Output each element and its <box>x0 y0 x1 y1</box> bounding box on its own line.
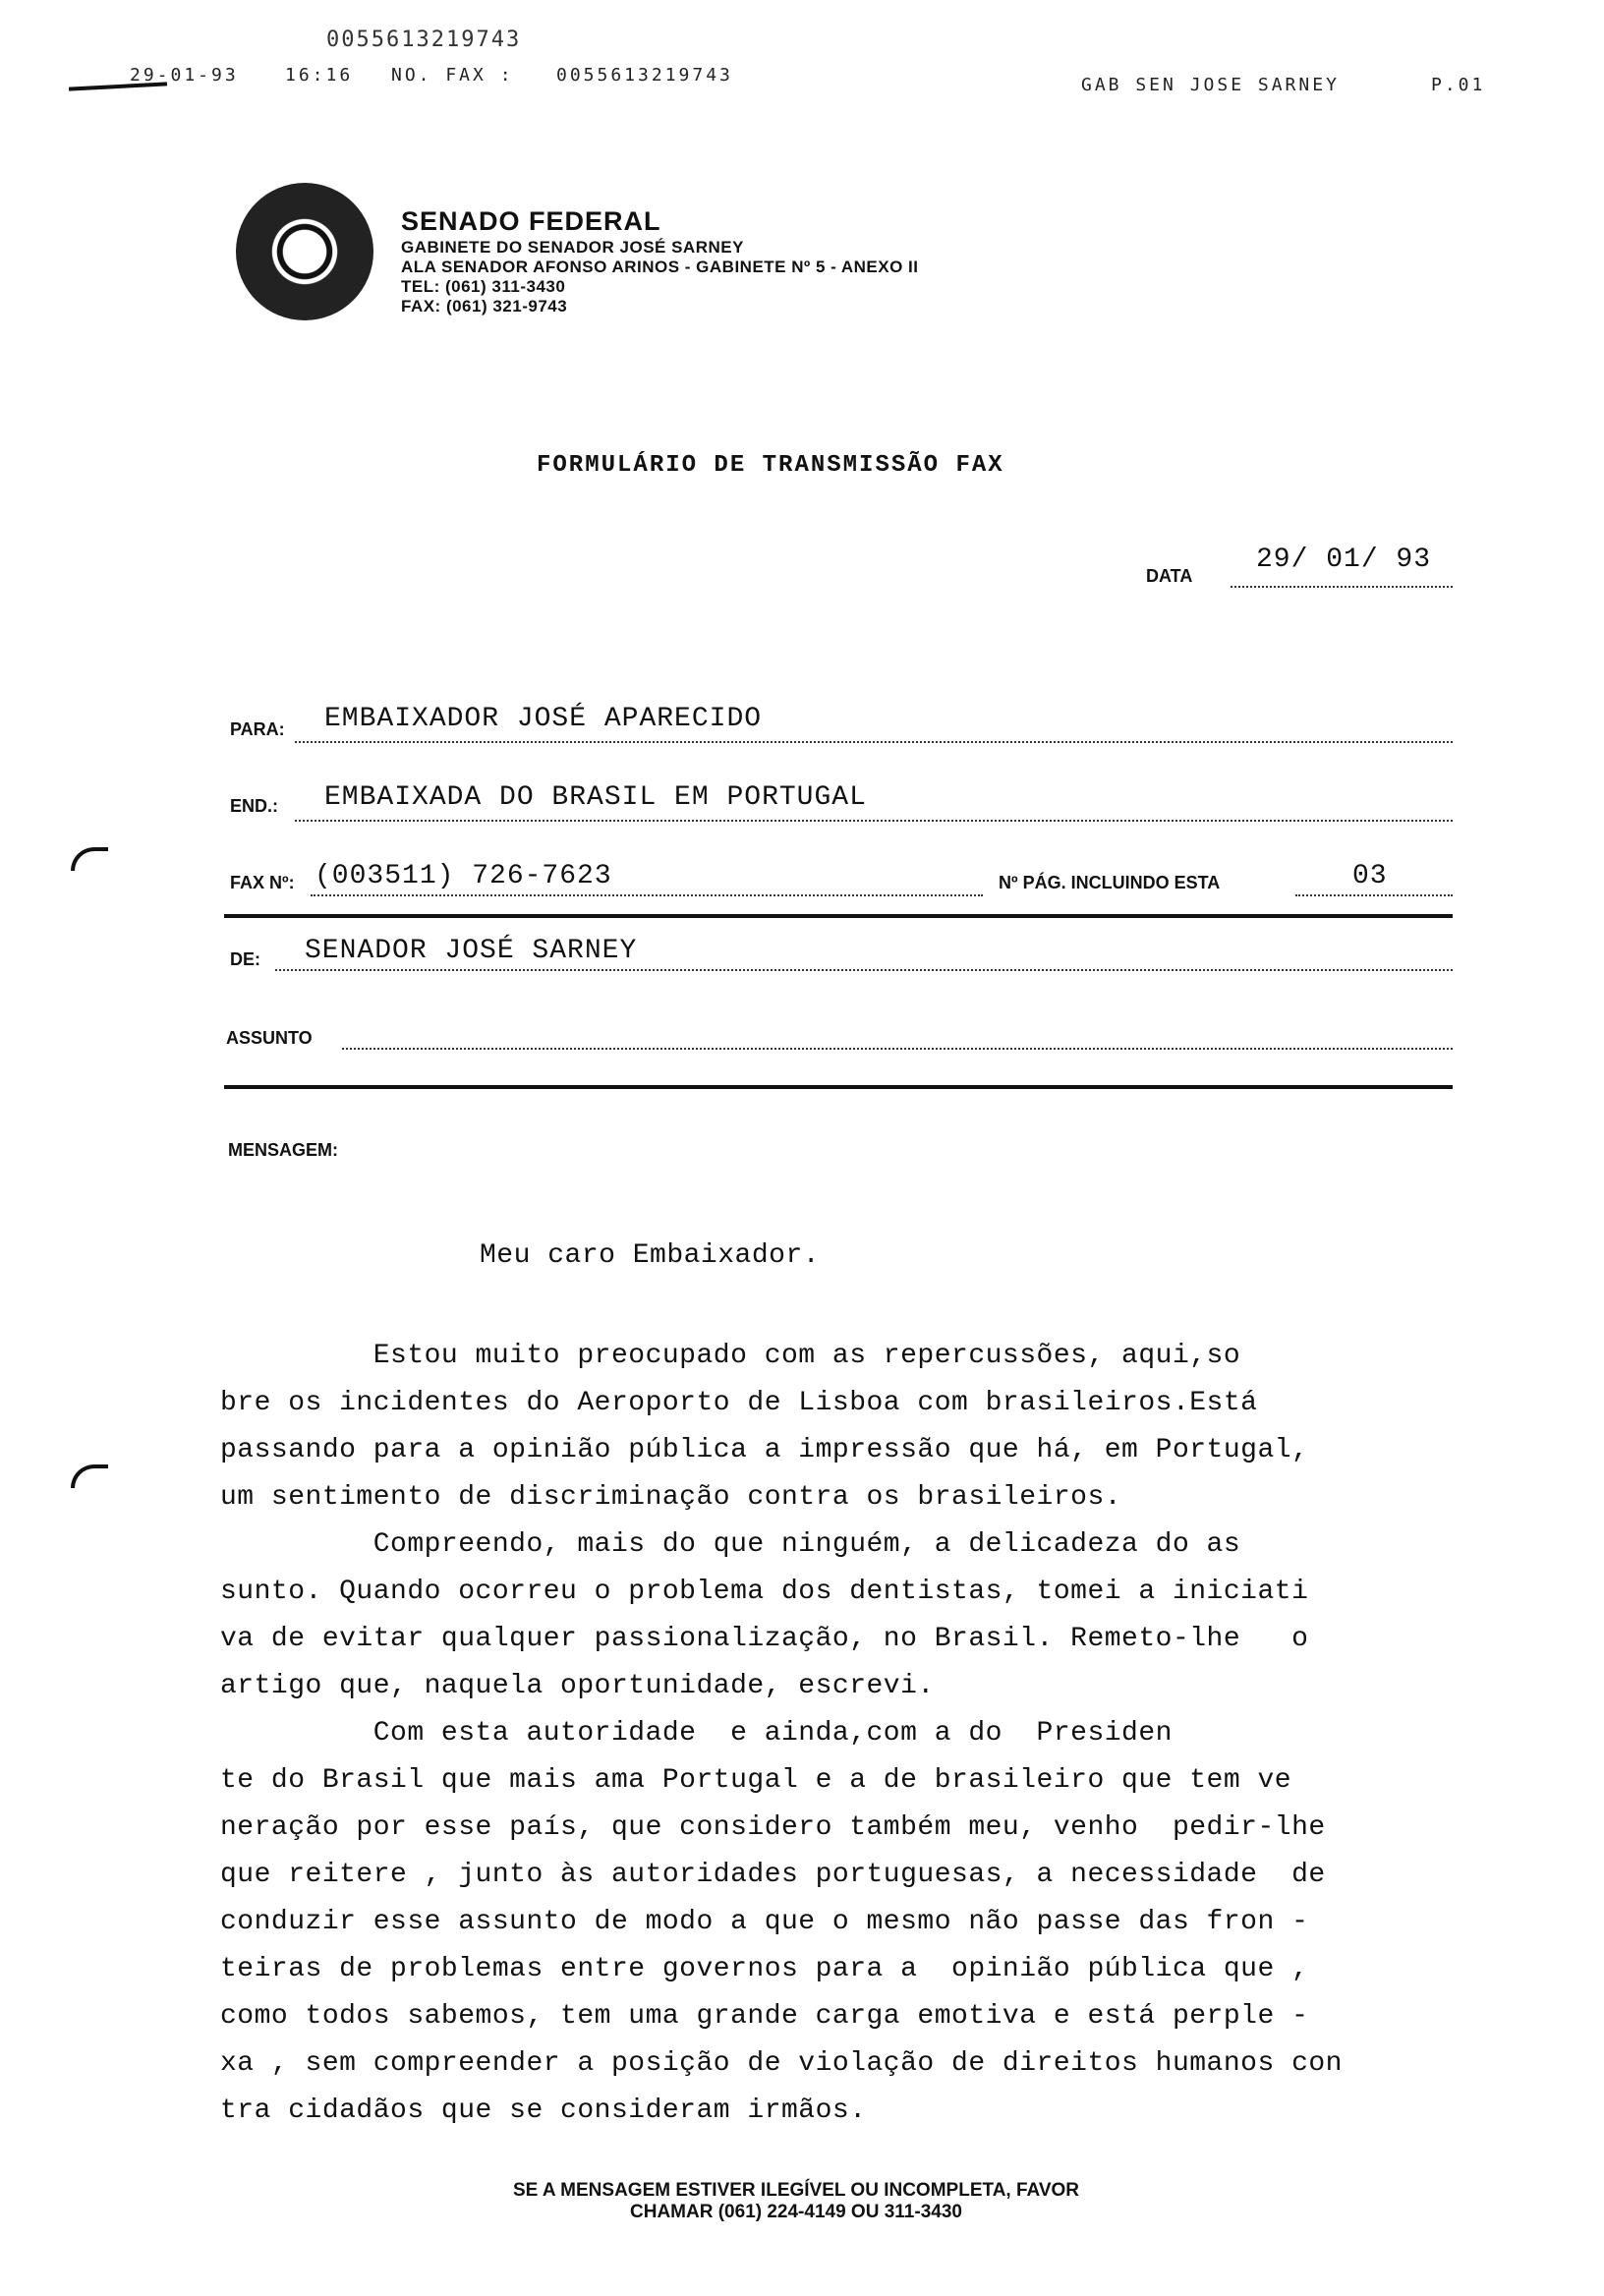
date-label: DATA <box>1146 566 1193 586</box>
margin-mark <box>71 847 108 871</box>
pages-label: Nº PÁG. INCLUINDO ESTA <box>999 873 1221 892</box>
subject-label: ASSUNTO <box>226 1028 313 1048</box>
fax-sender-id: GAB SEN JOSE SARNEY <box>1081 75 1340 95</box>
fax-no-label: NO. FAX : <box>391 65 514 86</box>
letterhead-institution: SENADO FEDERAL <box>401 206 661 236</box>
to-label: PARA: <box>230 719 285 739</box>
pages-line <box>1295 894 1453 896</box>
subject-line <box>342 1048 1453 1050</box>
letterhead-phone: TEL: (061) 311-3430 <box>401 277 566 296</box>
message-line: va de evitar qualquer passionalização, no Brasil. Remeto-lhe o <box>220 1624 1309 1654</box>
message-line: artigo que, naquela oportunidade, escrevi. <box>220 1671 935 1701</box>
address-line <box>295 820 1453 822</box>
message-salutation: Meu caro Embaixador. <box>480 1240 821 1271</box>
from-value: SENADOR JOSÉ SARNEY <box>305 936 638 966</box>
star-icon: ★ <box>287 229 322 273</box>
fax-time: 16:16 <box>285 65 354 86</box>
margin-mark <box>71 1464 108 1488</box>
fax-page-number: P.01 <box>1431 75 1486 95</box>
message-line: tra cidadãos que se consideram irmãos. <box>220 2095 867 2126</box>
footer-line: SE A MENSAGEM ESTIVER ILEGÍVEL OU INCOMPLETA, FAVOR <box>512 2180 1080 2201</box>
brazil-coat-of-arms-logo <box>236 183 373 320</box>
message-body <box>220 1333 1343 2135</box>
fax-date: 29-01-93 <box>130 65 239 86</box>
message-line: xa , sem compreender a posição de violação de direitos humanos con <box>220 2048 1343 2079</box>
message-line: um sentimento de discriminação contra os brasileiros. <box>220 1482 1122 1513</box>
footer-notice <box>295 2180 1297 2223</box>
fax-number-line <box>311 894 983 896</box>
message-line: teiras de problemas entre governos para a opinião pública que , <box>220 1954 1309 1984</box>
address-value: EMBAIXADA DO BRASIL EM PORTUGAL <box>324 782 867 813</box>
letterhead-address: ALA SENADOR AFONSO ARINOS - GABINETE Nº 5 - ANEXO II <box>401 258 919 276</box>
message-line: bre os incidentes do Aeroporto de Lisboa com brasileiros.Está <box>220 1388 1258 1418</box>
date-value: 29/ 01/ 93 <box>1256 545 1432 575</box>
message-line: Estou muito preocupado com as repercussões, aqui,so <box>220 1341 1241 1371</box>
message-line: Com esta autoridade e ainda,com a do Presiden <box>220 1718 1173 1749</box>
message-line: como todos sabemos, tem uma grande carga emotiva e está perple - <box>220 2001 1309 2032</box>
date-line <box>1231 586 1453 588</box>
message-line: que reitere , junto às autoridades portuguesas, a necessidade de <box>220 1860 1326 1890</box>
pages-value: 03 <box>1352 861 1388 891</box>
fax-no: 0055613219743 <box>556 65 733 86</box>
from-line <box>275 969 1453 971</box>
divider <box>224 914 1453 918</box>
from-label: DE: <box>230 949 260 969</box>
to-line <box>295 741 1453 743</box>
fax-number-label: FAX Nº: <box>230 873 295 892</box>
message-line: neração por esse país, que considero também meu, venho pedir-lhe <box>220 1812 1326 1843</box>
fax-top-number: 0055613219743 <box>326 28 522 52</box>
fax-number-value: (003511) 726-7623 <box>315 861 612 891</box>
footer-line: CHAMAR (061) 224-4149 OU 311-3430 <box>630 2202 962 2222</box>
address-label: END.: <box>230 796 278 816</box>
message-line: passando para a opinião pública a impressão que há, em Portugal, <box>220 1435 1309 1465</box>
letterhead-fax: FAX: (061) 321-9743 <box>401 297 568 316</box>
message-label: MENSAGEM: <box>228 1140 338 1160</box>
form-title: FORMULÁRIO DE TRANSMISSÃO FAX <box>537 452 1004 479</box>
to-value: EMBAIXADOR JOSÉ APARECIDO <box>324 704 763 734</box>
letterhead-office: GABINETE DO SENADOR JOSÉ SARNEY <box>401 238 744 257</box>
message-line: conduzir esse assunto de modo a que o mesmo não passe das fron - <box>220 1907 1309 1937</box>
message-line: sunto. Quando ocorreu o problema dos dentistas, tomei a iniciati <box>220 1577 1309 1607</box>
message-line: Compreendo, mais do que ninguém, a delicadeza do as <box>220 1529 1241 1560</box>
divider <box>224 1085 1453 1089</box>
message-line: te do Brasil que mais ama Portugal e a de brasileiro que tem ve <box>220 1765 1292 1796</box>
